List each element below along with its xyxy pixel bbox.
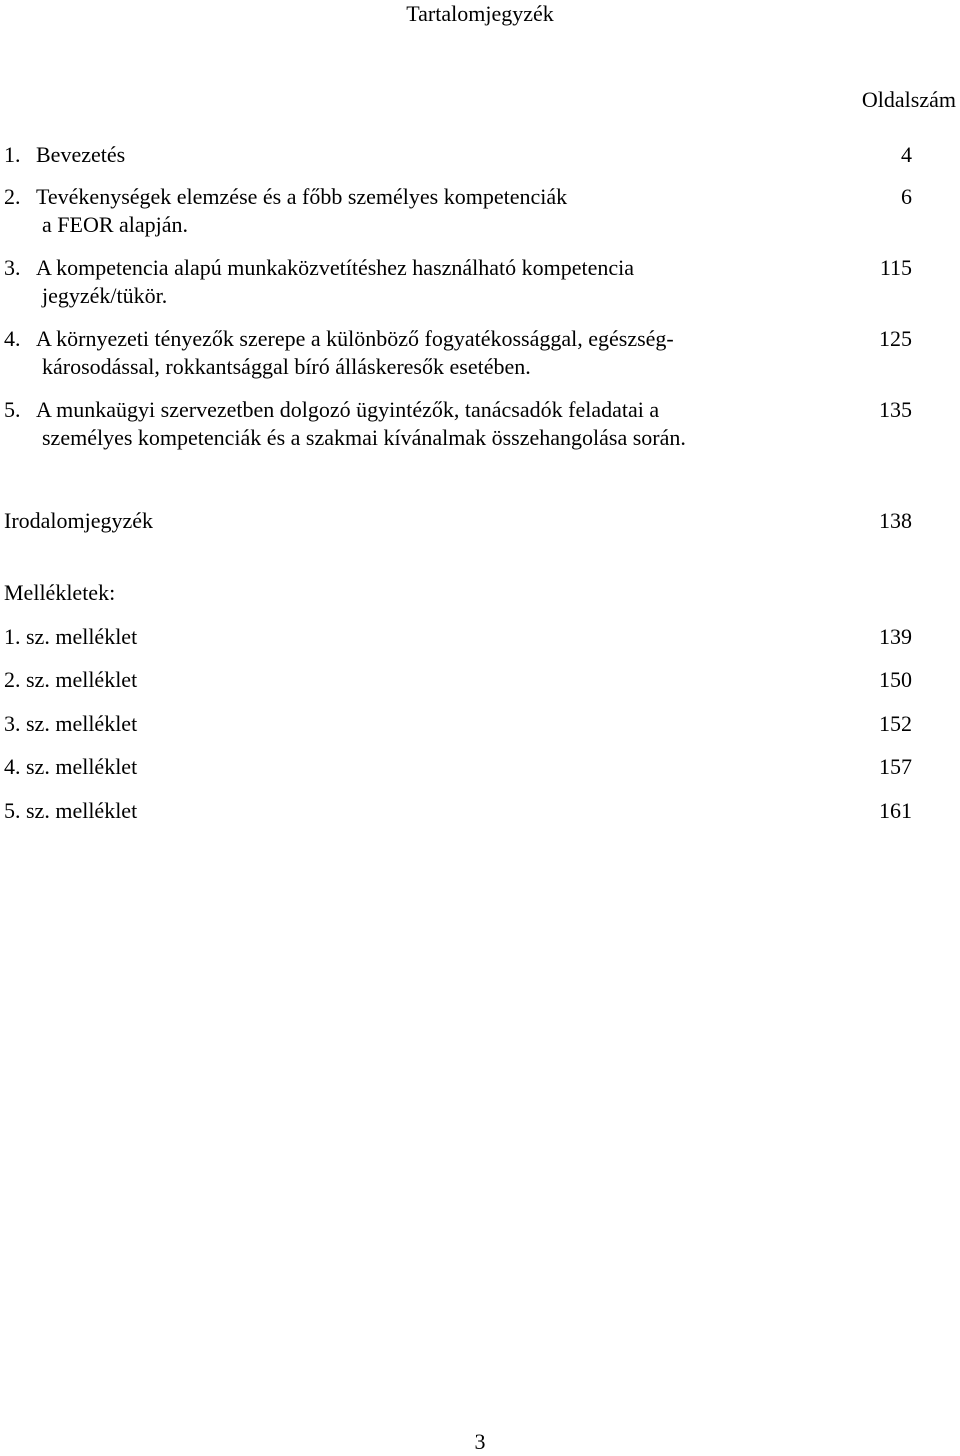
bibliography-label: Irodalomjegyzék xyxy=(4,508,154,533)
appendix-label: 5. sz. melléklet xyxy=(4,798,138,823)
appendix-page: 157 xyxy=(879,754,912,779)
appendix-page: 150 xyxy=(879,667,912,692)
toc-entry-title: A környezeti tényezők szerepe a különböző fogyatékossággal, egészség- xyxy=(36,326,674,351)
toc-entry-5 xyxy=(4,396,912,452)
toc-entry-page: 135 xyxy=(879,397,912,422)
appendix-label: 1. sz. melléklet xyxy=(4,624,138,649)
toc-entry-number: 5. xyxy=(4,397,21,422)
toc-entry-3 xyxy=(4,254,912,310)
toc-entry-title-continued: jegyzék/tükör. xyxy=(42,283,168,308)
toc-entry-number: 3. xyxy=(4,255,21,280)
toc-appendix-4 xyxy=(4,753,912,781)
appendix-label: 3. sz. melléklet xyxy=(4,711,138,736)
toc-entry-title-continued: a FEOR alapján. xyxy=(42,212,189,237)
toc-entry-title-continued: személyes kompetenciák és a szakmai kívánalmak összehangolása során. xyxy=(42,425,686,450)
toc-bibliography xyxy=(4,507,912,535)
page-title: Tartalomjegyzék xyxy=(406,1,554,26)
bibliography-page: 138 xyxy=(879,508,912,533)
toc-entry-number: 1. xyxy=(4,142,21,167)
toc-entry-page: 4 xyxy=(901,142,912,167)
toc-entry-page: 115 xyxy=(879,255,912,280)
toc-appendix-2 xyxy=(4,666,912,694)
toc-appendix-3 xyxy=(4,710,912,738)
toc-entry-title: A munkaügyi szervezetben dolgozó ügyintézők, tanácsadók feladatai a xyxy=(36,397,660,422)
page-number: 3 xyxy=(474,1429,486,1454)
appendices-header xyxy=(4,579,912,607)
appendix-label: 4. sz. melléklet xyxy=(4,754,138,779)
appendix-page: 139 xyxy=(879,624,912,649)
toc-appendix-5 xyxy=(4,797,912,825)
toc-entry-number: 2. xyxy=(4,184,21,209)
toc-entry-1 xyxy=(4,141,912,169)
toc-appendix-1 xyxy=(4,623,912,651)
toc-entry-page: 6 xyxy=(901,184,912,209)
page-column-header: Oldalszám xyxy=(861,87,956,112)
toc-entry-title: Bevezetés xyxy=(36,142,126,167)
appendices-header-label: Mellékletek: xyxy=(4,580,116,605)
toc-entry-number: 4. xyxy=(4,326,21,351)
appendix-label: 2. sz. melléklet xyxy=(4,667,138,692)
appendix-page: 161 xyxy=(879,798,912,823)
toc-entry-title: Tevékenységek elemzése és a főbb személyes kompetenciák xyxy=(36,184,568,209)
appendix-page: 152 xyxy=(879,711,912,736)
toc-entry-4 xyxy=(4,325,912,381)
toc-entry-title-continued: károsodással, rokkantsággal bíró álláskeresők esetében. xyxy=(42,354,531,379)
toc-entry-2 xyxy=(4,183,912,239)
toc-entry-page: 125 xyxy=(879,326,912,351)
toc-entry-title: A kompetencia alapú munkaközvetítéshez használható kompetencia xyxy=(36,255,635,280)
